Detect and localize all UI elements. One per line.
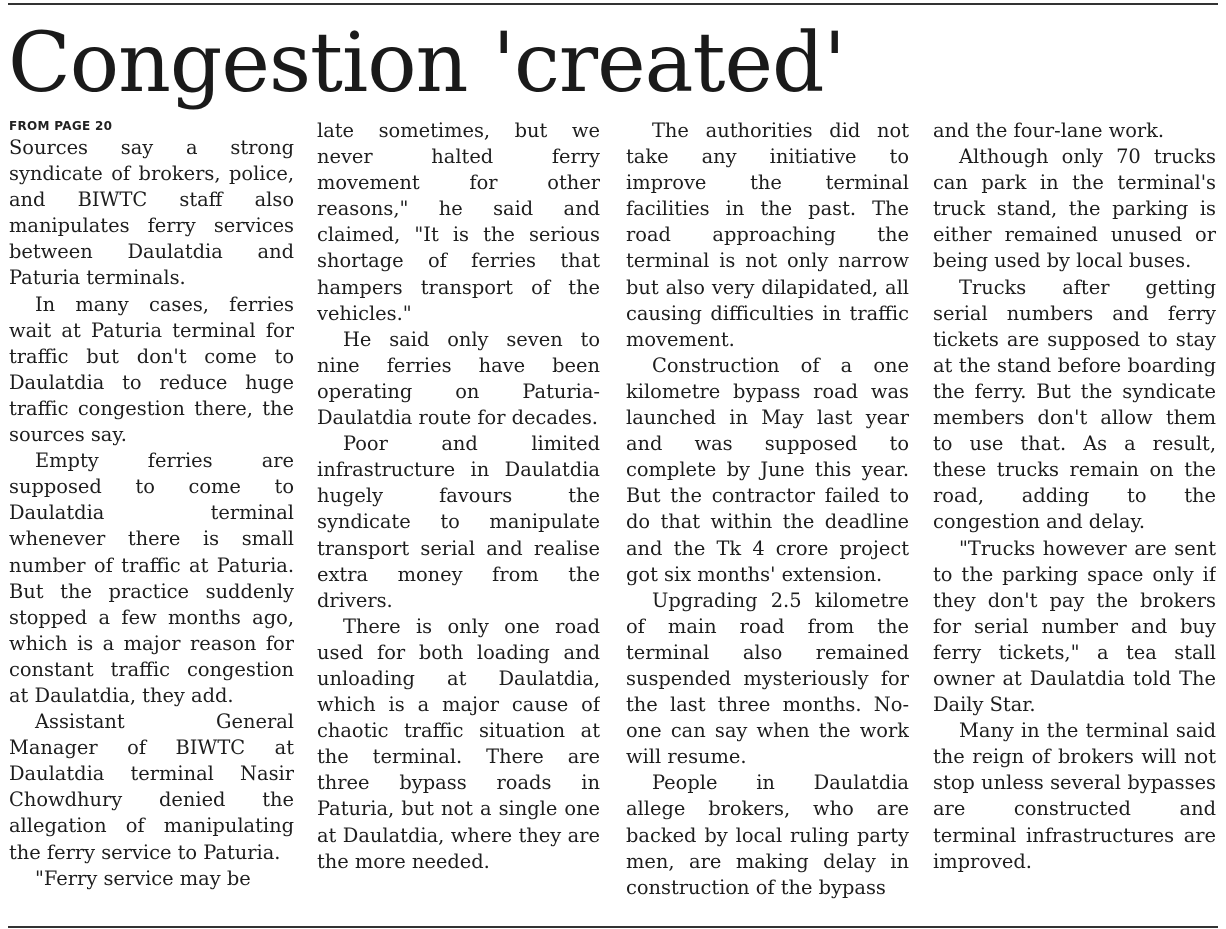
headline: Congestion 'created' <box>8 16 846 111</box>
paragraph: and the four-lane work. <box>933 119 1165 142</box>
paragraph: The authorities did not take any initiative to improve the terminal facilities in the past. The road approaching the terminal is not only narrow but also very dilapidated, all causing difficulties in traffic movement. <box>626 119 909 351</box>
paragraph: Although only 70 trucks can park in the terminal's truck stand, the parking is either remained unused or being used by local buses. <box>933 145 1216 273</box>
paragraph: "Ferry service may be <box>35 866 251 890</box>
paragraph: Sources say a strong syndicate of brokers, police, and BIWTC staff also manipulates ferry services between Daulatdia and Paturia terminals. <box>9 136 294 290</box>
column-4 <box>933 118 1216 918</box>
paragraph: Poor and limited infrastructure in Daulatdia hugely favours the syndicate to manipulate transport serial and realise extra money from the drivers. <box>317 432 600 612</box>
column-1 <box>9 118 294 918</box>
paragraph: Assistant General Manager of BIWTC at Daulatdia terminal Nasir Chowdhury denied the allegation of manipulating the ferry service to Paturia. <box>9 710 294 864</box>
article-body <box>0 118 1226 918</box>
paragraph: "Trucks however are sent to the parking space only if they don't pay the brokers for serial number and buy ferry tickets," a tea stall owner at Daulatdia told The Daily Star. <box>933 536 1216 717</box>
paragraph: Many in the terminal said the reign of brokers will not stop unless several bypasses are constructed and terminal infrastructures are improved. <box>933 719 1216 873</box>
kicker-from-page: FROM PAGE 20 <box>9 119 113 133</box>
paragraph: late sometimes, but we never halted ferry movement for other reasons," he said and claimed, "It is the serious shortage of ferries that hampers transport of the vehicles." <box>317 119 600 325</box>
column-2 <box>317 118 600 918</box>
paragraph: He said only seven to nine ferries have been operating on Paturia-Daulatdia route for decades. <box>317 327 600 430</box>
paragraph: In many cases, ferries wait at Paturia terminal for traffic but don't come to Daulatdia to reduce huge traffic congestion there, the sources say. <box>9 292 294 447</box>
paragraph: Upgrading 2.5 kilometre of main road from the terminal also remained suspended mysteriously for the last three months. No-one can say when the work will resume. <box>626 588 909 769</box>
paragraph: Trucks after getting serial numbers and ferry tickets are supposed to stay at the stand before boarding the ferry. But the syndicate members don't allow them to use that. As a result, these trucks remain on the road, adding to the congestion and delay. <box>933 275 1216 534</box>
bottom-rule <box>8 926 1218 928</box>
paragraph: People in Daulatdia allege brokers, who are backed by local ruling party men, are making delay in construction of the bypass <box>626 771 909 899</box>
paragraph: There is only one road used for both loading and unloading at Daulatdia, which is a major cause of chaotic traffic situation at the terminal. There are three bypass roads in Paturia, but not a single one at Daulatdia, where they are the more needed. <box>317 614 600 873</box>
paragraph: Construction of a one kilometre bypass road was launched in May last year and was supposed to complete by June this year. But the contractor failed to do that within the deadline and the Tk 4 crore project got six months' extension. <box>626 353 909 586</box>
paragraph: Empty ferries are supposed to come to Daulatdia terminal whenever there is small number of traffic at Paturia. But the practice suddenly stopped a few months ago, which is a major reason for constant traffic congestion at Daulatdia, they add. <box>9 449 294 707</box>
column-3 <box>626 118 909 918</box>
top-rule <box>8 3 1218 5</box>
